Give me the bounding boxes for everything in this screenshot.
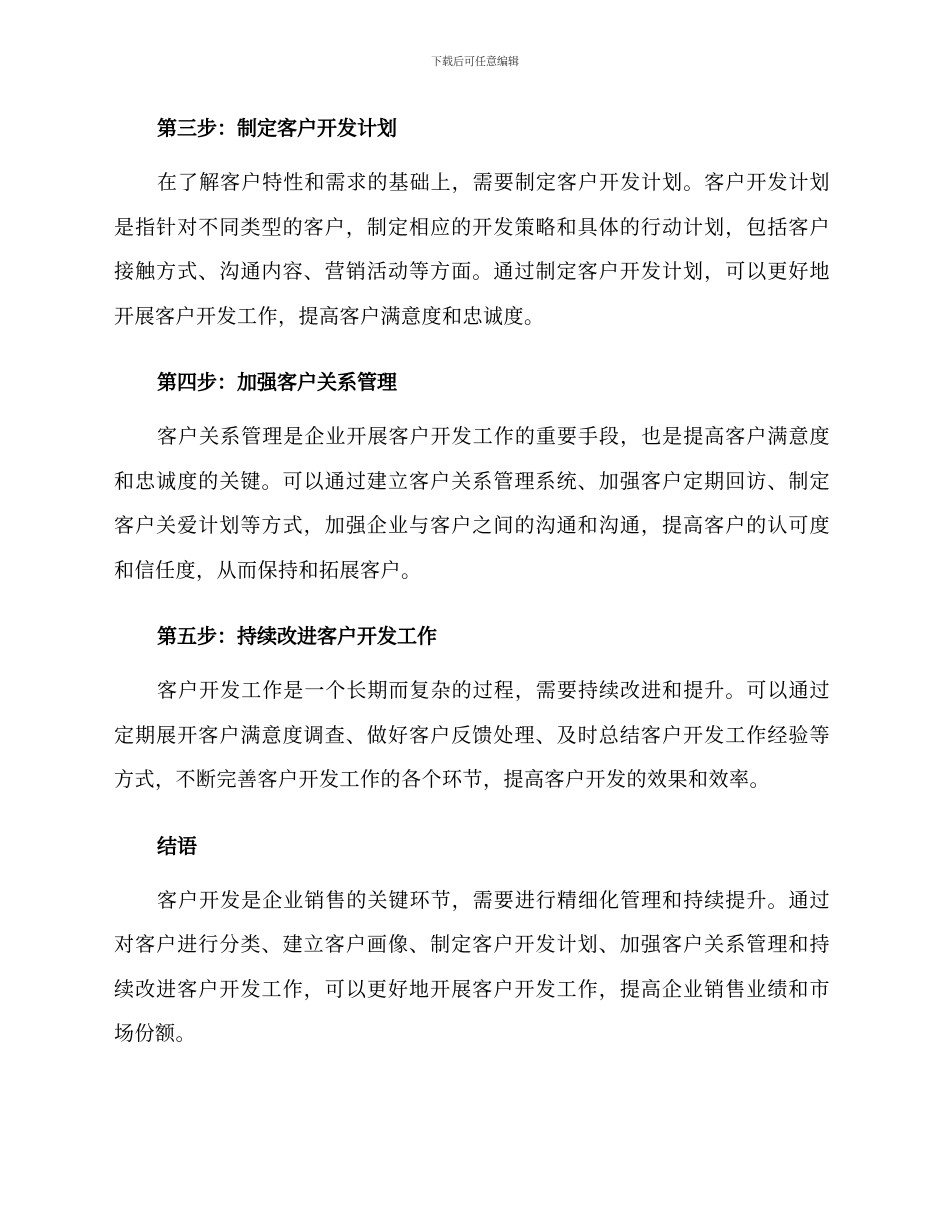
section-paragraph: 客户开发工作是一个长期而复杂的过程，需要持续改进和提升。可以通过定期展开客户满意度调查、做好客户反馈处理、及时总结客户开发工作经验等方式，不断完善客户开发工作的各个环节，提高客户开发的效果和效率。 <box>114 678 830 791</box>
section-heading: 第三步：制定客户开发计划 <box>157 116 397 140</box>
section-step-4 <box>114 367 830 592</box>
section-paragraph: 客户开发是企业销售的关键环节，需要进行精细化管理和持续提升。通过对客户进行分类、建立客户画像、制定客户开发计划、加强客户关系管理和持续改进客户开发工作，可以更好地开展客户开发工作，提高企业销售业绩和市场份额。 <box>114 887 830 1045</box>
section-heading: 第四步：加强客户关系管理 <box>157 370 397 394</box>
section-step-3 <box>114 113 830 338</box>
document-body <box>114 113 830 1056</box>
page-header-note: 下载后可任意编辑 <box>431 55 519 68</box>
section-paragraph: 在了解客户特性和需求的基础上，需要制定客户开发计划。客户开发计划是指针对不同类型的客户，制定相应的开发策略和具体的行动计划，包括客户接触方式、沟通内容、营销活动等方面。通过制定客户开发计划，可以更好地开展客户开发工作，提高客户满意度和忠诚度。 <box>114 170 830 328</box>
section-conclusion <box>114 831 830 1056</box>
section-heading: 第五步：持续改进客户开发工作 <box>157 624 437 648</box>
section-heading: 结语 <box>157 833 197 858</box>
section-paragraph: 客户关系管理是企业开展客户开发工作的重要手段，也是提高客户满意度和忠诚度的关键。可以通过建立客户关系管理系统、加强客户定期回访、制定客户关爱计划等方式，加强企业与客户之间的沟通和沟通，提高客户的认可度和信任度，从而保持和拓展客户。 <box>114 424 830 582</box>
section-step-5 <box>114 621 830 802</box>
